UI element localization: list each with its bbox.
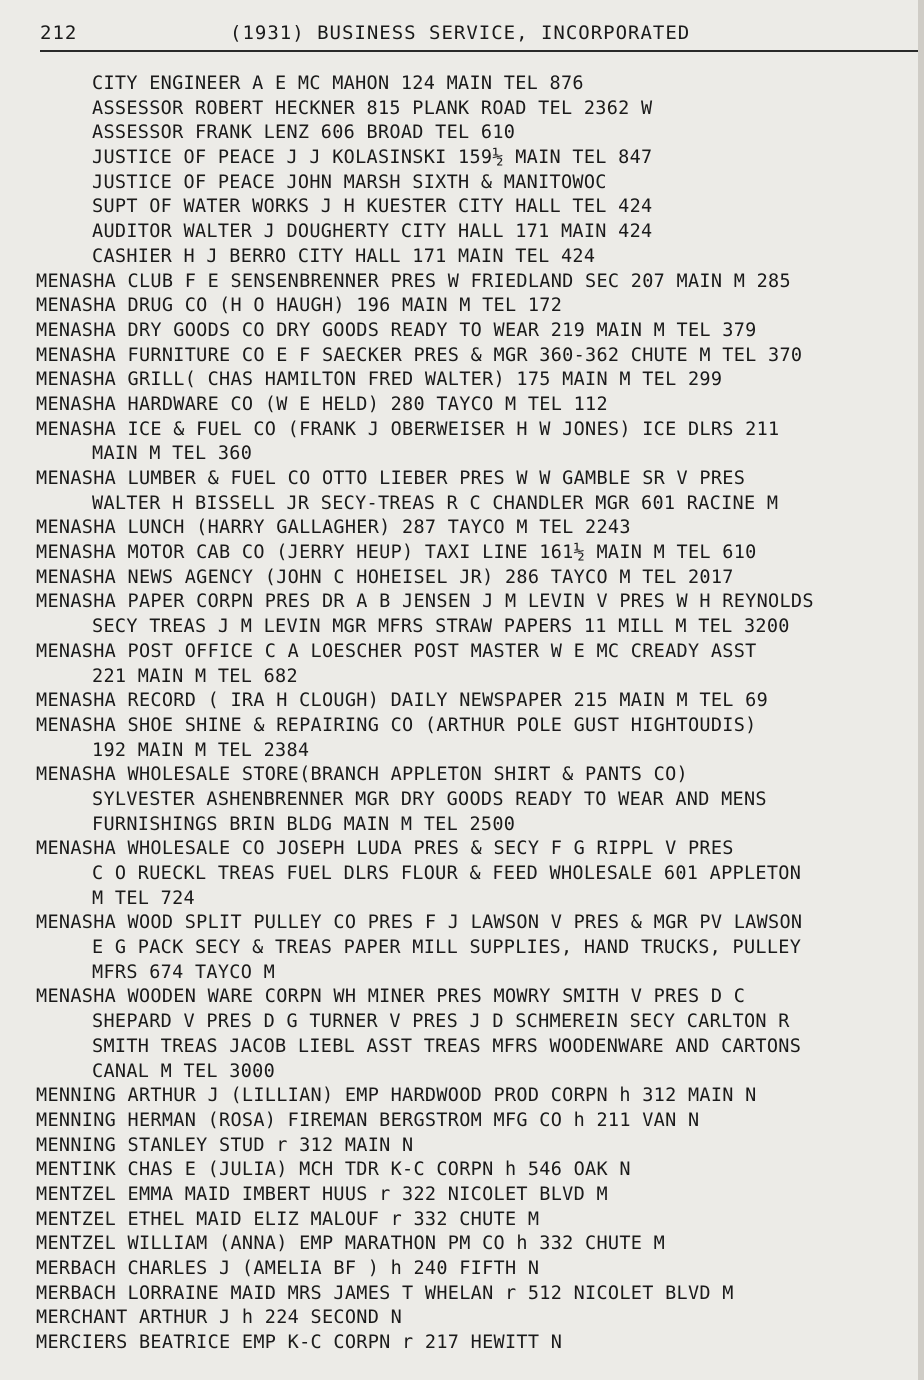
directory-entry-line: MENTINK CHAS E (JULIA) MCH TDR K-C CORPN h 546 OAK N <box>36 1159 631 1181</box>
directory-entry-line: MERCIERS BEATRICE EMP K-C CORPN r 217 HEWITT N <box>36 1332 563 1354</box>
entry-continuation-line: ASSESSOR FRANK LENZ 606 BROAD TEL 610 <box>92 122 516 144</box>
directory-entry-line: MENASHA MOTOR CAB CO (JERRY HEUP) TAXI LINE 161½ MAIN M TEL 610 <box>36 542 757 564</box>
directory-entry-line: MERCHANT ARTHUR J h 224 SECOND N <box>36 1307 403 1329</box>
directory-entry-line: MENASHA CLUB F E SENSENBRENNER PRES W FRIEDLAND SEC 207 MAIN M 285 <box>36 270 791 292</box>
entry-continuation-line: 221 MAIN M TEL 682 <box>92 665 298 687</box>
entry-continuation-line: MAIN M TEL 360 <box>92 443 253 465</box>
page-number: 212 <box>40 22 78 44</box>
directory-entry-line: MENASHA WOODEN WARE CORPN WH MINER PRES MOWRY SMITH V PRES D C <box>36 986 746 1008</box>
directory-entry-line: MENTZEL EMMA MAID IMBERT HUUS r 322 NICOLET BLVD M <box>36 1183 608 1205</box>
directory-entry-line: MENASHA SHOE SHINE & REPAIRING CO (ARTHUR POLE GUST HIGHTOUDIS) <box>36 714 757 736</box>
directory-entry-line: MENASHA DRUG CO (H O HAUGH) 196 MAIN M TEL 172 <box>36 295 563 317</box>
directory-entry-line: MENASHA POST OFFICE C A LOESCHER POST MASTER W E MC CREADY ASST <box>36 640 757 662</box>
directory-entry-line: MENNING STANLEY STUD r 312 MAIN N <box>36 1134 414 1156</box>
entry-continuation-line: SMITH TREAS JACOB LIEBL ASST TREAS MFRS WOODENWARE AND CARTONS <box>92 1035 802 1057</box>
directory-entry-line: MENASHA FURNITURE CO E F SAECKER PRES & MGR 360-362 CHUTE M TEL 370 <box>36 344 803 366</box>
entry-continuation-line: C O RUECKL TREAS FUEL DLRS FLOUR & FEED WHOLESALE 601 APPLETON <box>92 863 802 884</box>
entry-continuation-line: CANAL M TEL 3000 <box>92 1060 276 1082</box>
entry-continuation-line: 192 MAIN M TEL 2384 <box>92 739 310 761</box>
entry-continuation-line: E G PACK SECY & TREAS PAPER MILL SUPPLIES, HAND TRUCKS, PULLEY <box>92 937 802 959</box>
directory-entry-line: MENASHA ICE & FUEL CO (FRANK J OBERWEISER H W JONES) ICE DLRS 211 <box>36 418 780 440</box>
entry-continuation-line: WALTER H BISSELL JR SECY-TREAS R C CHANDLER MGR 601 RACINE M <box>92 492 779 514</box>
entry-continuation-line: CASHIER H J BERRO CITY HALL 171 MAIN TEL 424 <box>92 245 596 267</box>
directory-entry-line: MENASHA RECORD ( IRA H CLOUGH) DAILY NEWSPAPER 215 MAIN M TEL 69 <box>36 690 769 712</box>
directory-entry-line: MENTZEL WILLIAM (ANNA) EMP MARATHON PM CO h 332 CHUTE M <box>36 1233 666 1255</box>
directory-entry-line: MERBACH LORRAINE MAID MRS JAMES T WHELAN r 512 NICOLET BLVD M <box>36 1282 734 1304</box>
directory-entry-line: MENASHA NEWS AGENCY (JOHN C HOHEISEL JR) 286 TAYCO M TEL 2017 <box>36 566 734 588</box>
entry-continuation-line: SUPT OF WATER WORKS J H KUESTER CITY HALL TEL 424 <box>92 196 653 218</box>
entry-continuation-line: JUSTICE OF PEACE JOHN MARSH SIXTH & MANITOWOC <box>92 171 607 193</box>
directory-entry-line: MENNING ARTHUR J (LILLIAN) EMP HARDWOOD PROD CORPN h 312 MAIN N <box>36 1085 757 1107</box>
directory-entry-line: MENASHA LUNCH (HARRY GALLAGHER) 287 TAYCO M TEL 2243 <box>36 517 631 539</box>
directory-entries <box>36 72 920 1356</box>
directory-entry-line: MENNING HERMAN (ROSA) FIREMAN BERGSTROM MFG CO h 211 VAN N <box>36 1109 700 1131</box>
directory-entry-line: MENASHA WHOLESALE CO JOSEPH LUDA PRES & SECY F G RIPPL V PRES <box>36 838 734 860</box>
entry-continuation-line: AUDITOR WALTER J DOUGHERTY CITY HALL 171 MAIN 424 <box>92 221 653 243</box>
directory-entry-line: MENASHA DRY GOODS CO DRY GOODS READY TO WEAR 219 MAIN M TEL 379 <box>36 319 757 341</box>
directory-entry-line: MENASHA WHOLESALE STORE(BRANCH APPLETON SHIRT & PANTS CO) <box>36 764 688 786</box>
directory-entry-line: MENASHA WOOD SPLIT PULLEY CO PRES F J LAWSON V PRES & MGR PV LAWSON <box>36 912 803 934</box>
directory-entry-line: MERBACH CHARLES J (AMELIA BF ) h 240 FIFTH N <box>36 1258 540 1279</box>
directory-entry-line: MENASHA HARDWARE CO (W E HELD) 280 TAYCO M TEL 112 <box>36 393 608 415</box>
header-rule <box>40 50 920 52</box>
entry-continuation-line: SECY TREAS J M LEVIN MGR MFRS STRAW PAPERS 11 MILL M TEL 3200 <box>92 616 790 638</box>
entry-continuation-line: SHEPARD V PRES D G TURNER V PRES J D SCHMEREIN SECY CARLTON R <box>92 1011 790 1033</box>
directory-entry-line: MENASHA GRILL( CHAS HAMILTON FRED WALTER) 175 MAIN M TEL 299 <box>36 369 723 391</box>
entry-continuation-line: SYLVESTER ASHENBRENNER MGR DRY GOODS READY TO WEAR AND MENS <box>92 788 767 810</box>
entry-continuation-line: MFRS 674 TAYCO M <box>92 961 276 983</box>
directory-entry-line: MENASHA LUMBER & FUEL CO OTTO LIEBER PRES W W GAMBLE SR V PRES <box>36 468 746 489</box>
page-header <box>40 22 920 52</box>
entry-continuation-line: ASSESSOR ROBERT HECKNER 815 PLANK ROAD TEL 2362 W <box>92 97 653 119</box>
directory-entry-line: MENTZEL ETHEL MAID ELIZ MALOUF r 332 CHUTE M <box>36 1208 540 1230</box>
entry-continuation-line: M TEL 724 <box>92 887 195 909</box>
entry-continuation-line: JUSTICE OF PEACE J J KOLASINSKI 159½ MAIN TEL 847 <box>92 147 653 169</box>
entry-continuation-line: CITY ENGINEER A E MC MAHON 124 MAIN TEL 876 <box>92 73 584 94</box>
page-edge <box>918 0 924 1380</box>
directory-entry-line: MENASHA PAPER CORPN PRES DR A B JENSEN J M LEVIN V PRES W H REYNOLDS <box>36 591 814 613</box>
page-title: (1931) BUSINESS SERVICE, INCORPORATED <box>230 22 691 44</box>
entry-continuation-line: FURNISHINGS BRIN BLDG MAIN M TEL 2500 <box>92 813 516 835</box>
